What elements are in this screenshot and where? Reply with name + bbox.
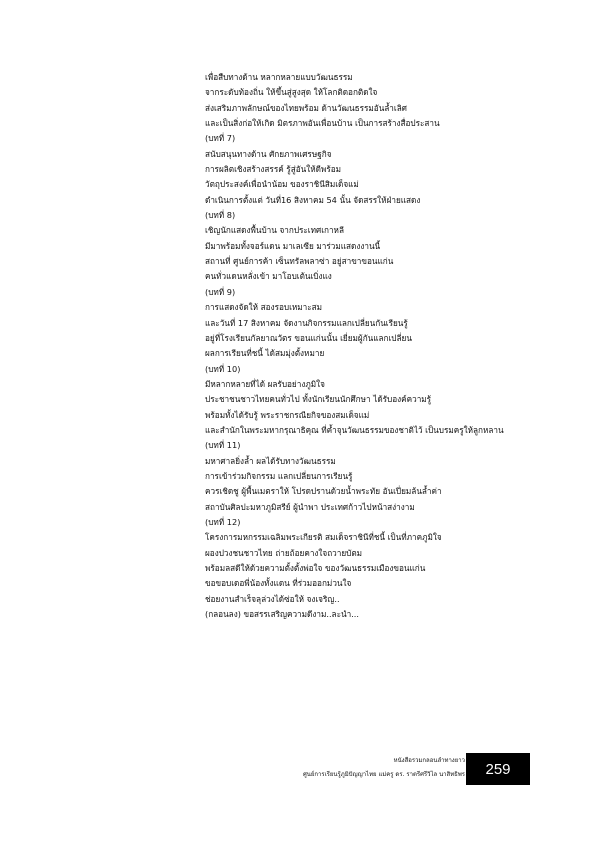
text-line: มหาศาลยิ่งล้ำ ผลได้รับทางวัฒนธรรม [205, 455, 336, 466]
page-number: 259 [466, 753, 530, 785]
text-line: เชิญนักแสดงพื้นบ้าน จากประเทศเกาหลี [205, 225, 344, 236]
text-line: (กลอนลง) ขอสรรเสริญความดีงาม..ละนำ... [205, 609, 359, 620]
footer [255, 754, 465, 782]
text-line: คนทั่วแดนหลั่งเข้า มาโอบเต้นเบิ่งแง [205, 271, 332, 282]
text-line: (บทที่ 7) [205, 133, 236, 144]
text-line: มีหลากหลายที่ได้ ผลรับอย่างภูมิใจ [205, 378, 325, 389]
text-line: ส่งเสริมภาพลักษณ์ของไทยพร้อม ด้านวัฒนธรรมอันล้ำเลิศ [205, 102, 407, 113]
text-line: ควรเชิดชู ผู้พื้นเมตราให้ โปรดปรานด้วยน้ำพระทัย อันเปี่ยมล้นล้ำค่า [205, 486, 442, 497]
text-line: ผองปวงชนชาวไทย ถ่ายถ้อยคางใจถวายบัตม [205, 547, 363, 558]
text-line: สถาบันศิลปะมหาภูมิสรีย์ ผู้นำพา ประเทศก้าวไปหน้าสง่างาม [205, 501, 415, 512]
text-line: ดำเนินการตั้งแต่ วันที่16 สิงหาคม 54 นั้น จัดสรรให้ฝ่ายแสดง [205, 194, 421, 205]
text-line: (บทที่ 11) [205, 440, 241, 451]
text-line: และเป็นสิ่งก่อให้เกิด มิตรภาพอันเพื่อนบ้าน เป็นการสร้างสื่อประสาน [205, 118, 440, 129]
text-line: สนับสนุนทางด้าน ศักยภาพเศรษฐกิจ [205, 148, 332, 159]
text-line: พร้อมทั้งได้รับรู้ พระราชกรณียกิจของสมเด็จแม่ [205, 409, 370, 420]
text-line: สถานที่ ศูนย์การค้า เซ็นทรัลพลาซ่า อยู่สาขาขอนแก่น [205, 256, 394, 267]
text-line: ประชาชนชาวไทยคนทั่วไป ทั้งนักเรียนนักศึกษา ได้รับองค์ความรู้ [205, 394, 432, 405]
text-line: อยู่ที่โรงเรียนกัลยาณวัตร ขอนแก่นนั้น เยี่ยมผู้กันแลกเปลี่ยน [205, 332, 412, 343]
center-name: ศูนย์การเรียนรู้ภูมิปัญญาไทย แม่ครู ดร. ราตรีศรีวิไล นาสิทธิพร [302, 771, 465, 778]
text-line: และวันที่ 17 สิงหาคม จัดงานกิจกรรมแลกเปลี่ยนกันเรียนรู้ [205, 317, 408, 328]
text-line: ขอขอบเดอพี่น้องทั้งแดน ที่ร่วมออกม่วนใจ [205, 578, 352, 589]
text-line: ช่อยงานสำเร็จลุล่วงได้ซ่อให้ จงเจริญ.. [205, 593, 340, 604]
text-line: มีมาพร้อมทั้งจอร์แดน มาเลเซีย มาร่วมแสดงงานนี้ [205, 240, 381, 251]
text-line: การเข้าร่วมกิจกรรม แลกเปลี่ยนการเรียนรู้ [205, 470, 353, 481]
text-line: (บทที่ 9) [205, 286, 236, 297]
text-line: การผลิตเชิงสร้างสรรค์ รู้สู่อันให้ดีพร้อม [205, 164, 342, 175]
text-line: การแสดงจัดให้ สองรอบเหมาะสม [205, 302, 323, 313]
body-text [205, 70, 565, 622]
text-line: โครงการมหกรรมเฉลิมพระเกียรติ สมเด็จราชินีที่ชนี้ เป็นที่ภาคภูมิใจ [205, 532, 442, 543]
text-line: และสำนักในพระมหากรุณาธิคุณ ที่ค้ำจุนวัฒนธรรมของชาติไว้ เป็นบรมครูให้ลูกหลาน [205, 424, 504, 435]
text-line: (บทที่ 8) [205, 210, 236, 221]
text-line: พร้อมลสดีให้ด้วยความตั้งตั้งพ่อใจ ของวัฒนธรรมเมืองขอนแก่น [205, 563, 426, 573]
book-title: หนังสือรวมกลอนลำทางยาว [393, 757, 465, 764]
text-line: วัตถุประสงค์เพื่อนำน้อม ของราชินีสิมเด็จแม่ [205, 179, 359, 190]
text-line: ผลการเรียนที่ชนี้ ได้สมมุ่งตั้งหมาย [205, 348, 325, 359]
text-line: เพื่อสืบทางด้าน หลากหลายแบบวัฒนธรรม [205, 72, 353, 82]
text-line: (บทที่ 12) [205, 516, 241, 527]
text-line: (บทที่ 10) [205, 363, 241, 374]
text-line: จากระดับท้องถิ่น ให้ขึ้นสู่สูงสุด ให้โลกติดอกติดใจ [205, 87, 378, 98]
